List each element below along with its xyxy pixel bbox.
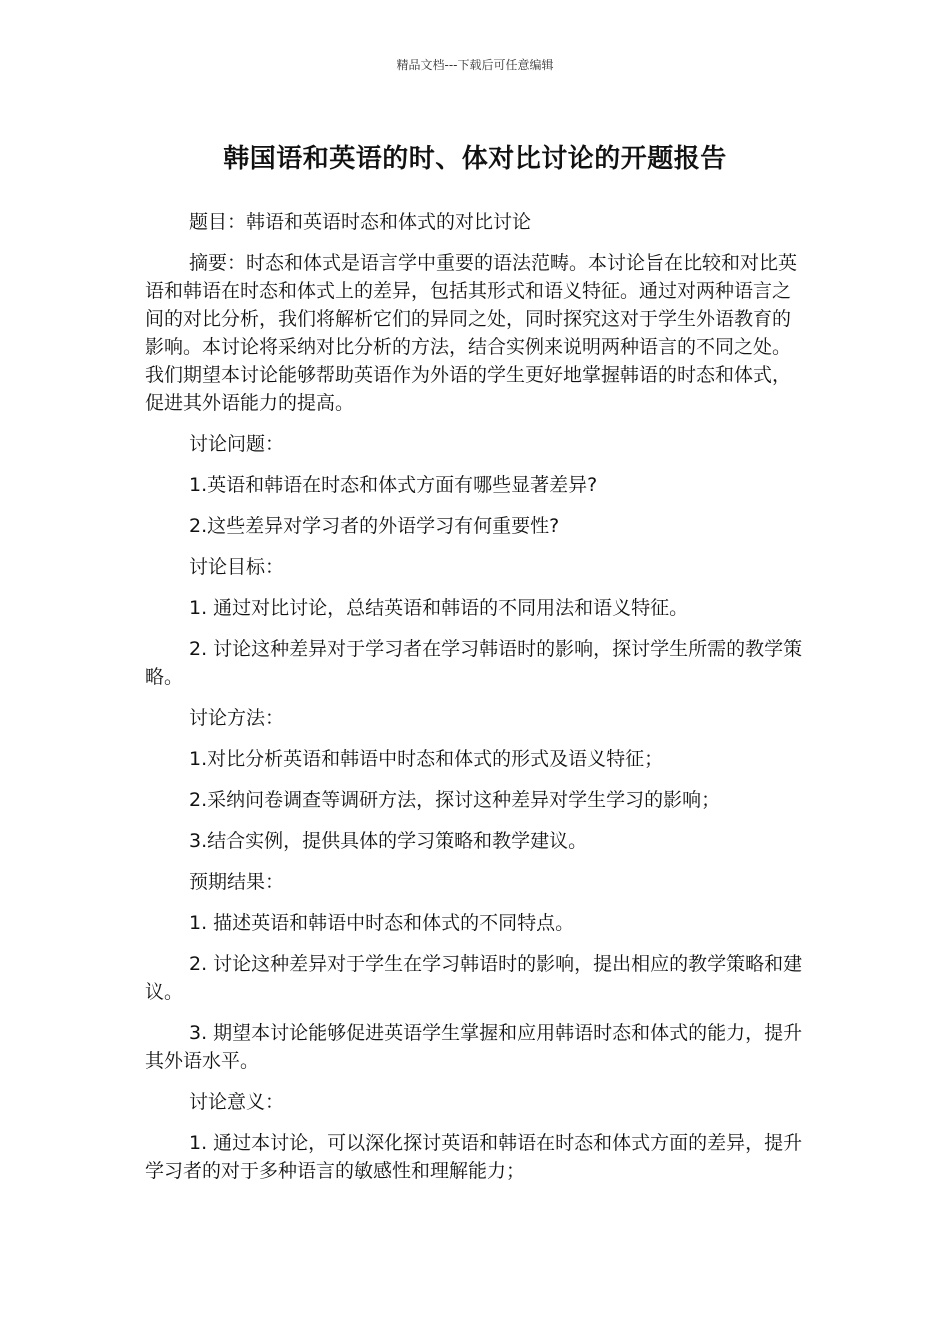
paragraph-objective-2: 2. 讨论这种差异对于学习者在学习韩语时的影响，探讨学生所需的教学策略。 (145, 638, 803, 688)
paragraph-method-2: 2.采纳问卷调查等调研方法，探讨这种差异对学生学习的影响； (189, 789, 721, 811)
paragraph-abstract: 摘要：时态和体式是语言学中重要的语法范畴。本讨论旨在比较和对比英语和韩语在时态和体式上的差异，包括其形式和语义特征。通过对两种语言之间的对比分析，我们将解析它们的异同之处，同时探究这对于学生外语教育的影响。本讨论将采纳对比分析的方法，结合实例来说明两种语言的不同之处。我们期望本讨论能够帮助英语作为外语的学生更好地掌握韩语的时态和体式，促进其外语能力的提高。 (145, 252, 798, 414)
paragraph-method-3: 3.结合实例，提供具体的学习策略和教学建议。 (189, 830, 588, 852)
paragraph-result-3: 3. 期望本讨论能够促进英语学生掌握和应用韩语时态和体式的能力，提升其外语水平。 (145, 1022, 803, 1072)
heading-questions: 讨论问题： (189, 433, 285, 455)
heading-expected-results: 预期结果： (189, 871, 285, 893)
paragraph-result-2: 2. 讨论这种差异对于学生在学习韩语时的影响，提出相应的教学策略和建议。 (145, 953, 803, 1003)
paragraph-objective-1: 1. 通过对比讨论，总结英语和韩语的不同用法和语义特征。 (189, 597, 689, 619)
paragraph-topic: 题目：韩语和英语时态和体式的对比讨论 (189, 211, 532, 233)
heading-methods: 讨论方法： (189, 707, 285, 729)
paragraph-question-2: 2.这些差异对学习者的外语学习有何重要性? (189, 515, 560, 537)
paragraph-significance-1: 1. 通过本讨论，可以深化探讨英语和韩语在时态和体式方面的差异，提升学习者的对于多种语言的敏感性和理解能力； (145, 1132, 803, 1182)
document-title: 韩国语和英语的时、体对比讨论的开题报告 (223, 144, 727, 174)
paragraph-result-1: 1. 描述英语和韩语中时态和体式的不同特点。 (189, 912, 575, 934)
paragraph-method-1: 1.对比分析英语和韩语中时态和体式的形式及语义特征； (189, 748, 664, 770)
page-header: 精品文档---下载后可任意编辑 (396, 58, 554, 72)
heading-objectives: 讨论目标： (189, 556, 285, 578)
heading-significance: 讨论意义： (189, 1091, 285, 1113)
paragraph-question-1: 1.英语和韩语在时态和体式方面有哪些显著差异? (189, 474, 598, 496)
document-body (145, 208, 805, 1198)
